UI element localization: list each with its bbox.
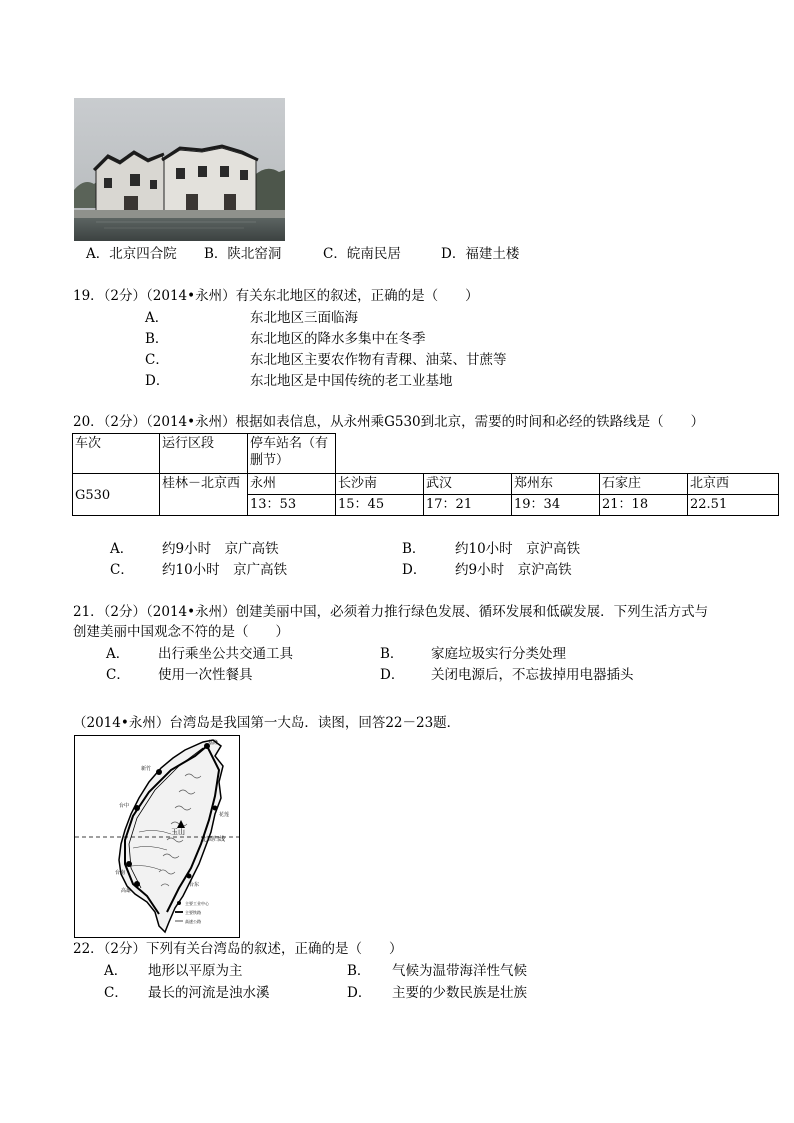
q22-option-b-text[interactable]: 气候为温带海洋性气候 <box>392 963 527 979</box>
station-name: 长沙南 <box>336 474 424 495</box>
q20-option-d-text[interactable]: 约9小时 京沪高铁 <box>455 562 572 578</box>
label-taichung: 台中 <box>119 803 130 809</box>
q18-option-a[interactable]: A．北京四合院 <box>86 246 177 262</box>
q19-option-b-letter[interactable]: B． <box>145 331 169 347</box>
station-name: 石家庄 <box>600 474 688 495</box>
q22-stem: 22．（2分）下列有关台湾岛的叙述，正确的是（ ） <box>73 941 403 957</box>
header-blank <box>336 434 779 474</box>
station-time: 13：53 <box>248 495 336 516</box>
cell-section: 桂林－北京西 <box>160 474 248 516</box>
q20-option-c-letter[interactable]: C． <box>110 562 134 578</box>
station-time: 19：34 <box>512 495 600 516</box>
label-hsinchu: 新竹 <box>141 766 152 772</box>
cell-train-no: G530 <box>73 474 160 516</box>
station-name: 永州 <box>248 474 336 495</box>
q22-option-c-text[interactable]: 最长的河流是浊水溪 <box>148 985 270 1001</box>
q20-option-d-letter[interactable]: D． <box>402 562 427 578</box>
q22-option-c-letter[interactable]: C． <box>104 985 128 1001</box>
q22-option-d-letter[interactable]: D． <box>347 985 372 1001</box>
huizhou-house-photo <box>74 98 285 241</box>
label-tainan: 台南 <box>115 870 126 876</box>
q18-option-b[interactable]: B．陕北窑洞 <box>204 246 282 262</box>
legend-railway: 主要铁路 <box>185 910 201 915</box>
station-name: 北京西 <box>688 474 779 495</box>
q21-option-d-text[interactable]: 关闭电源后，不忘拔掉用电器插头 <box>431 667 634 683</box>
q19-option-d-letter[interactable]: D． <box>145 373 170 389</box>
station-time: 22.51 <box>688 495 779 516</box>
label-taitung: 台东 <box>189 882 200 888</box>
q22-option-d-text[interactable]: 主要的少数民族是壮族 <box>392 985 527 1001</box>
q22-option-b-letter[interactable]: B． <box>347 963 371 979</box>
header-stations: 停车站名（有删节） <box>248 434 336 474</box>
q21-option-c-letter[interactable]: C． <box>106 667 130 683</box>
q21-option-d-letter[interactable]: D． <box>380 667 405 683</box>
q20-stem: 20．（2分）（2014•永州）根据如表信息，从永州乘G530到北京，需要的时间和必经的铁路线是（ ） <box>73 414 705 430</box>
q22-option-a-letter[interactable]: A． <box>104 963 128 979</box>
q19-option-b-text[interactable]: 东北地区的降水多集中在冬季 <box>250 331 426 347</box>
q19-option-c-letter[interactable]: C． <box>145 352 169 368</box>
q19-option-d-text[interactable]: 东北地区是中国传统的老工业基地 <box>250 373 453 389</box>
legend-highway: 高速公路 <box>185 919 201 924</box>
legend-industry: 主要工业中心 <box>185 901 209 906</box>
q19-option-c-text[interactable]: 东北地区主要农作物有青稞、油菜、甘蔗等 <box>250 352 507 368</box>
q19-option-a-text[interactable]: 东北地区三面临海 <box>250 310 358 326</box>
station-time: 17：21 <box>424 495 512 516</box>
q21-option-a-letter[interactable]: A． <box>106 646 130 662</box>
label-keelung: 基隆 <box>208 740 219 746</box>
map-legend <box>175 900 210 924</box>
station-name: 郑州东 <box>512 474 600 495</box>
q19-stem: 19．（2分）（2014•永州）有关东北地区的叙述，正确的是（ ） <box>73 288 479 304</box>
station-time: 15：45 <box>336 495 424 516</box>
q21-option-b-letter[interactable]: B． <box>380 646 404 662</box>
q21-stem-line2: 创建美丽中国观念不符的是（ ） <box>73 624 289 640</box>
q20-option-b-text[interactable]: 约10小时 京沪高铁 <box>455 541 581 557</box>
q21-option-c-text[interactable]: 使用一次性餐具 <box>158 667 253 683</box>
q21-option-b-text[interactable]: 家庭垃圾实行分类处理 <box>431 646 566 662</box>
q21-option-a-text[interactable]: 出行乘坐公共交通工具 <box>158 646 293 662</box>
label-kaohsiung: 高雄 <box>121 888 132 894</box>
train-timetable <box>72 433 779 516</box>
q20-option-c-text[interactable]: 约10小时 京广高铁 <box>162 562 288 578</box>
label-yushan: 玉山 <box>171 828 185 836</box>
q19-option-a-letter[interactable]: A． <box>145 310 169 326</box>
q18-option-c[interactable]: C．皖南民居 <box>323 246 401 262</box>
header-section: 运行区段 <box>160 434 248 474</box>
q18-option-d[interactable]: D．福建土楼 <box>441 246 520 262</box>
q21-stem-line1: 21．（2分）（2014•永州）创建美丽中国，必须着力推行绿色发展、循环发展和低碳发展．下列生活方式与 <box>73 604 709 620</box>
q20-option-a-letter[interactable]: A． <box>110 541 134 557</box>
q22-option-a-text[interactable]: 地形以平原为主 <box>148 963 243 979</box>
taiwan-map <box>74 735 240 938</box>
label-hualien: 花莲 <box>219 812 230 818</box>
q22-23-intro: （2014•永州）台湾岛是我国第一大岛．读图，回答22－23题． <box>73 715 461 731</box>
q20-option-b-letter[interactable]: B． <box>402 541 426 557</box>
station-time: 21：18 <box>600 495 688 516</box>
header-train-no: 车次 <box>73 434 160 474</box>
station-name: 武汉 <box>424 474 512 495</box>
label-tropic: 北回归线 <box>201 836 226 843</box>
q20-option-a-text[interactable]: 约9小时 京广高铁 <box>162 541 279 557</box>
